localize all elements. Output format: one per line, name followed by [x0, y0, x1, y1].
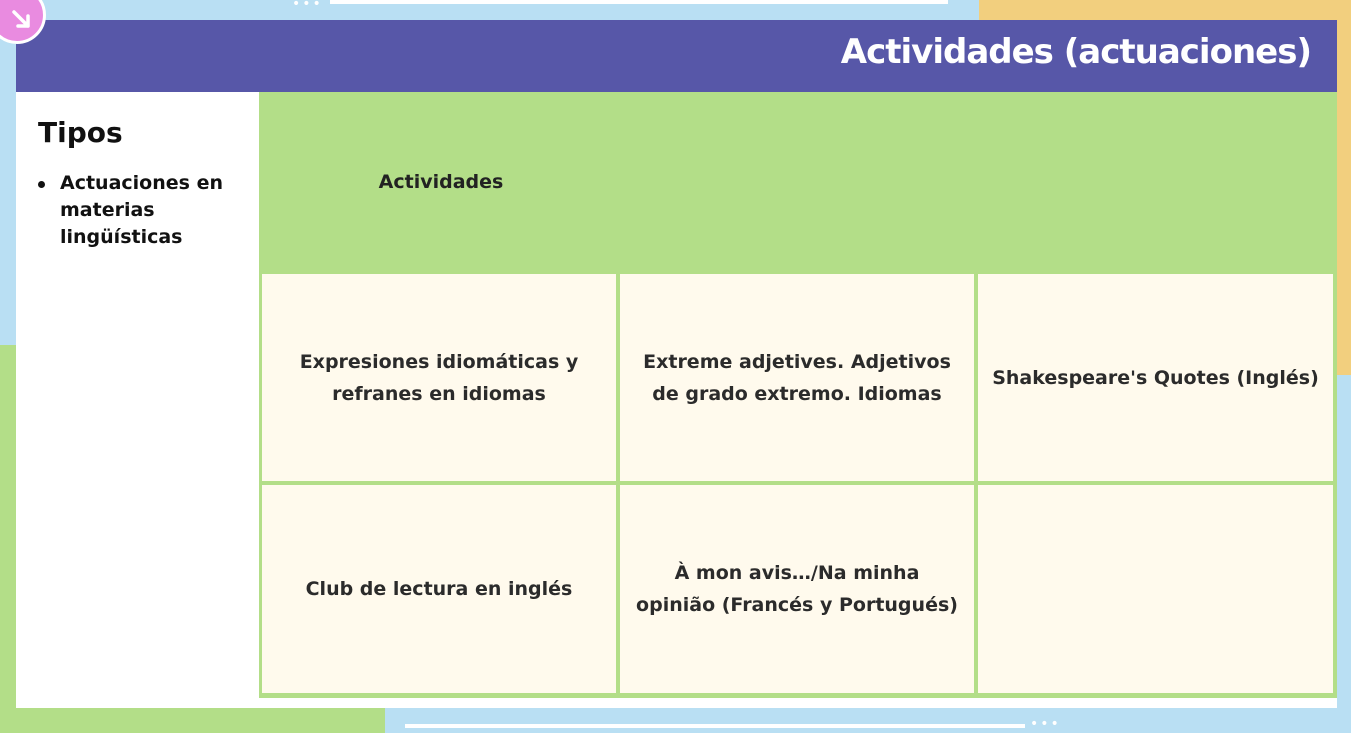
- sidebar-title: Tipos: [38, 116, 123, 149]
- sidebar-item: Actuaciones en materias lingüísticas: [36, 170, 236, 251]
- table-cell: Club de lectura en inglés: [262, 485, 616, 693]
- activities-table: [259, 92, 1337, 698]
- table-cell: Shakespeare's Quotes (Inglés): [978, 274, 1333, 481]
- table-cell-empty: [978, 485, 1333, 693]
- table-cell: Extreme adjetives. Adjetivos de grado extremo. Idiomas: [620, 274, 974, 481]
- header-bar: [16, 20, 1337, 92]
- decorative-dots-bottom: •••: [1030, 716, 1061, 732]
- table-cell: À mon avis…/Na minha opinião (Francés y Portugués): [620, 485, 974, 693]
- decorative-line-top: [330, 0, 948, 4]
- page-title: Actividades (actuaciones): [840, 32, 1311, 72]
- table-header: Actividades: [378, 171, 504, 193]
- slide: [16, 20, 1337, 708]
- table-cell: Expresiones idiomáticas y refranes en idiomas: [262, 274, 616, 481]
- decorative-line-bottom: [405, 724, 1025, 728]
- sidebar-list: [36, 170, 236, 251]
- decorative-dots-top: •••: [292, 0, 323, 12]
